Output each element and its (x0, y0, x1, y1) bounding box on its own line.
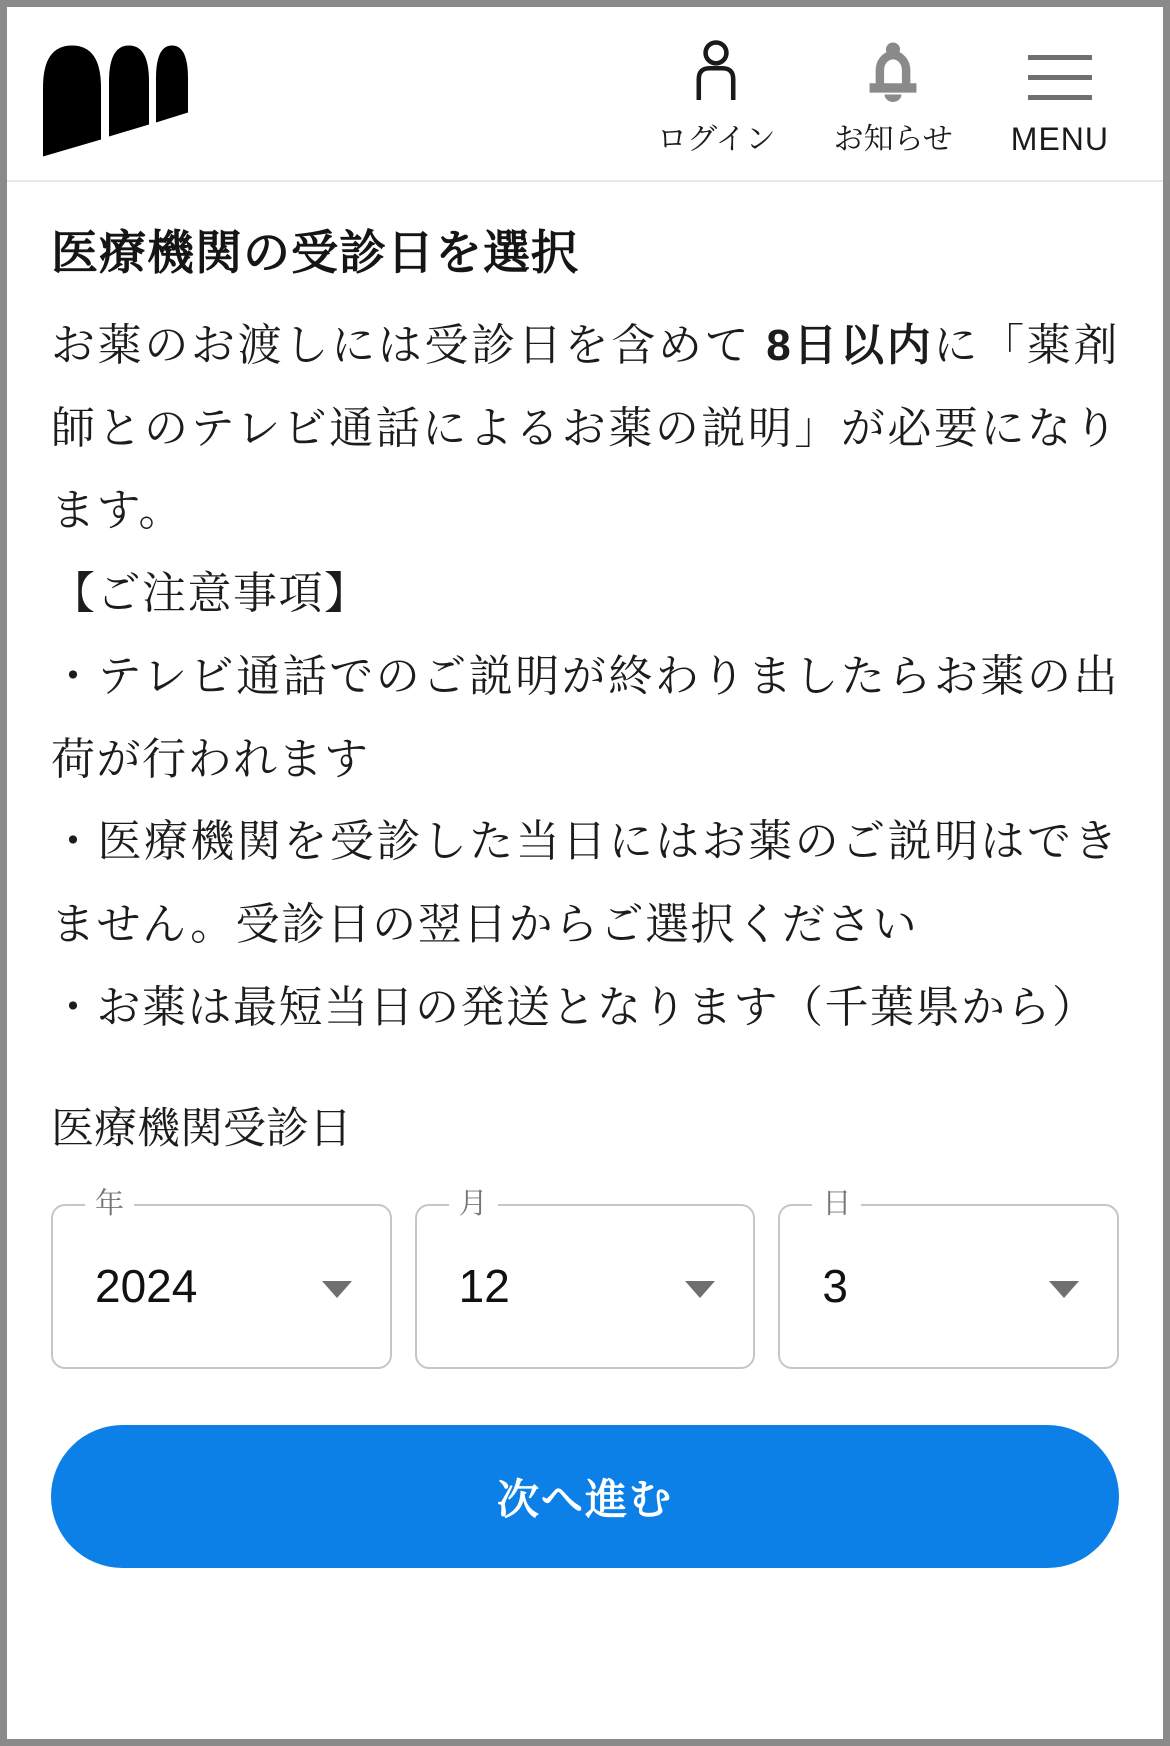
header-nav (657, 37, 1109, 158)
three-arches-logo-icon (43, 42, 189, 160)
chevron-down-icon (685, 1281, 715, 1298)
login-button[interactable] (657, 37, 776, 158)
menu-button[interactable] (1011, 55, 1109, 158)
brand-logo[interactable] (43, 42, 189, 160)
notifications-button[interactable] (834, 39, 953, 158)
day-select-value: 3 (822, 1259, 848, 1312)
month-select-label: 月 (449, 1189, 498, 1221)
day-select[interactable] (778, 1188, 1119, 1369)
intro-text-before: お薬のお渡しには受診日を含めて (51, 321, 767, 370)
main-content (7, 216, 1163, 1568)
notice-item: ・医療機関を受診した当日にはお薬のご説明はできません。受診日の翌日からご選択ください (51, 817, 1119, 950)
notice-block (51, 553, 1119, 1049)
notice-item: ・お薬は最短当日の発送となります（千葉県から） (51, 982, 1098, 1032)
day-select-label: 日 (812, 1189, 861, 1221)
bell-icon (863, 39, 923, 105)
notice-heading: 【ご注意事項】 (51, 569, 370, 619)
chevron-down-icon (322, 1281, 352, 1298)
notice-item: ・テレビ通話でのご説明が終わりましたらお薬の出荷が行われます (51, 651, 1119, 784)
intro-text-bold: 8日以内 (766, 321, 934, 370)
person-icon (687, 37, 745, 105)
intro-paragraph (51, 305, 1119, 553)
intro-text-after: に「薬剤師とのテレビ通話によるお薬の説明」が必要になります。 (51, 321, 1119, 536)
month-select-value: 12 (458, 1259, 510, 1312)
next-button[interactable]: 次へ進む (51, 1425, 1119, 1568)
page-title: 医療機関の受診日を選択 (51, 226, 579, 279)
login-label: ログイン (657, 123, 776, 156)
visit-date-label: 医療機関受診日 (51, 1105, 352, 1154)
menu-label: MENU (1010, 121, 1109, 157)
app-header (7, 7, 1163, 182)
month-select[interactable] (415, 1188, 756, 1369)
date-selects (51, 1188, 1119, 1369)
year-select-value: 2024 (95, 1259, 198, 1312)
year-select[interactable] (51, 1188, 392, 1369)
chevron-down-icon (1049, 1281, 1079, 1298)
year-select-label: 年 (85, 1189, 134, 1221)
notifications-label: お知らせ (833, 123, 953, 156)
hamburger-icon (1028, 55, 1092, 100)
